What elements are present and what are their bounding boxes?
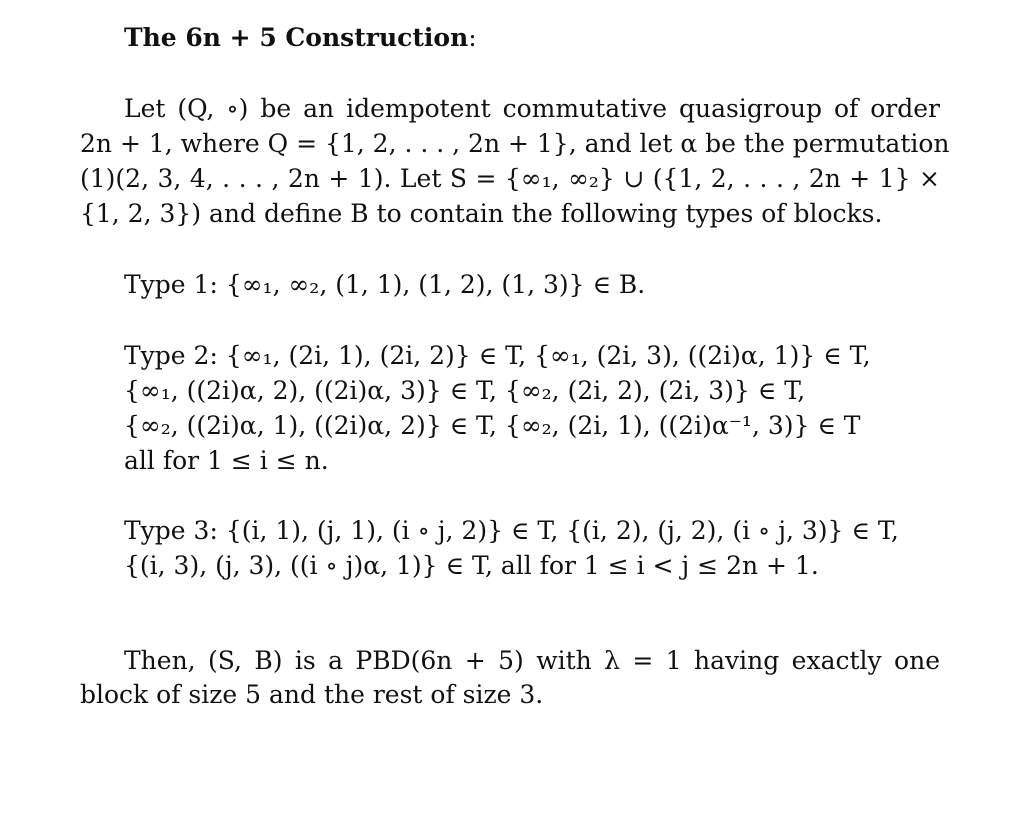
intro-line-4: {1, 2, 3}) and define B to contain the following types of blocks. <box>80 199 883 228</box>
type2-line-3: {∞₂, ((2i)α, 1), ((2i)α, 2)} ∈ T, {∞₂, (2i, 1), ((2i)α⁻¹, 3)} ∈ T <box>124 411 861 440</box>
heading-colon: : <box>468 23 477 52</box>
intro-line-1: Let (Q, ∘) be an idempotent commutative quasigroup of order <box>124 94 940 123</box>
type2-line-2: {∞₁, ((2i)α, 2), ((2i)α, 3)} ∈ T, {∞₂, (2i, 2), (2i, 3)} ∈ T, <box>124 376 806 405</box>
type3-line-2: {(i, 3), (j, 3), ((i ∘ j)α, 1)} ∈ T, all for 1 ≤ i < j ≤ 2n + 1. <box>124 551 819 580</box>
type2-line-1: Type 2: {∞₁, (2i, 1), (2i, 2)} ∈ T, {∞₁, (2i, 3), ((2i)α, 1)} ∈ T, <box>124 341 871 370</box>
heading-title: The 6n + 5 Construction <box>124 23 469 52</box>
intro-line-2: 2n + 1, where Q = {1, 2, . . . , 2n + 1}, and let α be the permutation <box>80 129 950 158</box>
type3-line-1: Type 3: {(i, 1), (j, 1), (i ∘ j, 2)} ∈ T, {(i, 2), (j, 2), (i ∘ j, 3)} ∈ T, <box>124 516 899 545</box>
intro-line-3: (1)(2, 3, 4, . . . , 2n + 1). Let S = {∞₁, ∞₂} ∪ ({1, 2, . . . , 2n + 1} × <box>80 164 940 193</box>
conclusion-line-1: Then, (S, B) is a PBD(6n + 5) with λ = 1 having exactly one <box>124 646 940 675</box>
type2-line-4: all for 1 ≤ i ≤ n. <box>124 446 329 475</box>
conclusion-line-2: block of size 5 and the rest of size 3. <box>80 680 544 709</box>
section-heading <box>124 22 477 54</box>
type1-line-1: Type 1: {∞₁, ∞₂, (1, 1), (1, 2), (1, 3)} ∈ B. <box>124 270 646 299</box>
